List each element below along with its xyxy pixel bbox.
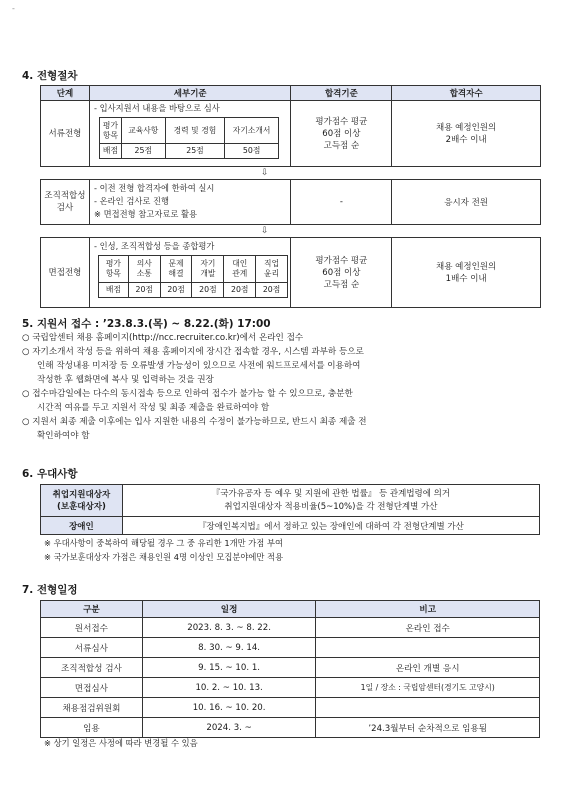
count-fit: 응시자 전원 [392,180,541,225]
doc-score-table [99,117,279,159]
section-4-title: 4. 전형절차 [22,70,78,82]
schedule-header-date: 일정 [142,601,316,618]
schedule-cell: 온라인 개별 응시 [316,658,540,678]
pref-veterans-label: 취업지원대상자 (보훈대상자) [41,485,123,517]
schedule-cell: 9. 15. ~ 10. 1. [142,658,316,678]
application-notes [22,331,367,443]
doc-score-essay: 50점 [225,144,279,159]
header-pass-criteria: 합격기준 [291,86,392,101]
schedule-cell: 10. 16. ~ 10. 20. [142,698,316,718]
interview-score-2: 20점 [160,283,192,298]
interview-criteria-line: - 인성, 조직적합성 등을 종합평가 [94,241,215,251]
header-stage: 단계 [41,86,90,101]
pref-note-2: ※ 국가보훈대상자 가점은 채용인원 4명 이상인 모집분야에만 적용 [44,552,284,562]
bullet-icon: ○ [22,417,30,427]
schedule-header-remarks: 비고 [316,601,540,618]
section-6-title: 6. 우대사항 [22,468,78,480]
schedule-cell: 면접심사 [41,678,143,698]
note-2a: 자기소개서 작성 등을 위하여 채용 홈페이지에 장시간 접속할 경우, 시스템 과부하 등으로 [32,347,364,357]
doc-score-label: 배점 [100,144,122,159]
note-3a: 접수마감일에는 다수의 동시접속 등으로 인하여 접수가 불가능 할 수 있으므로, 충분한 [32,389,353,399]
stage-interview: 면접전형 [41,238,90,308]
header-pass-count: 합격자수 [392,86,541,101]
schedule-header-type: 구분 [41,601,143,618]
interview-score-table [98,255,288,298]
table-row [41,718,540,738]
pass-fit: - [291,180,392,225]
table-row [41,678,540,698]
schedule-cell [316,638,540,658]
interview-score-3: 20점 [192,283,224,298]
pref-note-1: ※ 우대사항이 중복하여 해당될 경우 그 중 유리한 1개만 가점 부여 [44,538,283,548]
note-1: 국립암센터 채용 홈페이지(http://ncc.recruiter.co.kr)에서 온라인 접수 [32,333,304,343]
count-document: 채용 예정인원의 2배수 이내 [392,101,541,167]
doc-score-career: 25점 [165,144,225,159]
note-2c: 작성한 후 웹화면에 복사 및 입력하는 것을 권장 [37,375,214,385]
bullet-icon: ○ [22,389,30,399]
bullet-icon: ○ [22,347,30,357]
schedule-cell: 채용점검위원회 [41,698,143,718]
schedule-cell: 10. 2. ~ 10. 13. [142,678,316,698]
interview-item-label: 평가 항목 [99,256,129,283]
preference-notes [44,536,283,564]
interview-score-5: 20점 [256,283,288,298]
section-5-title: 5. 지원서 접수 : ’23.8.3.(목) ~ 8.22.(화) 17:00 [22,318,271,330]
bullet-icon: ○ [22,333,30,343]
interview-item-ethics: 직업 윤리 [256,256,288,283]
table-row [41,698,540,718]
table-row [41,638,540,658]
pref-veterans-line-2: 취업지원대상자 적용비율(5~10%)을 각 전형단계별 가산 [224,501,438,512]
interview-item-relations: 대인 관계 [224,256,256,283]
doc-item-essay: 자기소개서 [225,118,279,144]
corner-mark: - [12,4,15,13]
fit-criteria-line-2: - 온라인 검사로 진행 [94,196,170,206]
stage-fit-test: 조직적합성 검사 [41,180,90,225]
schedule-note: ※ 상기 일정은 사정에 따라 변경될 수 있음 [44,738,198,748]
pref-disabled-label: 장애인 [41,517,123,535]
section-7-title: 7. 전형일정 [22,584,78,596]
table-row [41,618,540,638]
note-4a: 지원서 최종 제출 이후에는 입사 지원한 내용의 수정이 불가능하므로, 반드시 최종 제출 전 [32,417,367,427]
interview-score-1: 20점 [128,283,160,298]
fit-criteria-line-1: - 이전 전형 합격자에 한하여 실시 [94,183,215,193]
interview-score-label: 배점 [99,283,129,298]
pref-disabled-text: 『장애인복지법』에서 정하고 있는 장애인에 대하여 각 전형단계별 가산 [122,517,539,535]
doc-score-edu: 25점 [121,144,165,159]
schedule-cell: 원서접수 [41,618,143,638]
pass-interview: 평가점수 평균 60점 이상 고득점 순 [291,238,392,308]
doc-criteria-line: - 입사지원서 내용을 바탕으로 심사 [94,103,220,113]
doc-item-label: 평가 항목 [100,118,122,144]
preference-table [40,484,540,535]
schedule-cell: 8. 30. ~ 9. 14. [142,638,316,658]
interview-item-communication: 의사 소통 [128,256,160,283]
fit-criteria-note: ※ 면접전형 참고자료로 활용 [94,209,198,219]
note-3b: 시간적 여유를 두고 지원서 작성 및 최종 제출을 완료하여야 함 [37,403,270,413]
interview-item-self: 자기 개발 [192,256,224,283]
table-row [41,658,540,678]
stage-document: 서류전형 [41,101,90,167]
schedule-cell: 1일 / 장소 : 국립암센터(경기도 고양시) [316,678,540,698]
schedule-cell: 2024. 3. ~ [142,718,316,738]
note-2b: 인해 작성내용 미저장 등 오류발생 가능성이 있으므로 사전에 워드프로세서를 이용하여 [37,361,361,371]
schedule-cell: 임용 [41,718,143,738]
count-interview: 채용 예정인원의 1배수 이내 [392,238,541,308]
schedule-cell: ’24.3월부터 순차적으로 임용됨 [316,718,540,738]
schedule-cell: 2023. 8. 3. ~ 8. 22. [142,618,316,638]
schedule-cell [316,698,540,718]
interview-item-problem: 문제 해결 [160,256,192,283]
down-arrow-icon: ⇩ [261,226,269,236]
doc-item-edu: 교육사항 [121,118,165,144]
pref-veterans-line-1: 『국가유공자 등 예우 및 지원에 관한 법률』 등 관계법령에 의거 [211,488,451,499]
schedule-table [40,600,540,738]
header-criteria: 세부기준 [89,86,291,101]
interview-score-4: 20점 [224,283,256,298]
schedule-cell: 조직적합성 검사 [41,658,143,678]
schedule-cell: 서류심사 [41,638,143,658]
pass-document: 평가점수 평균 60점 이상 고득점 순 [291,101,392,167]
doc-item-career: 경력 및 경험 [165,118,225,144]
down-arrow-icon: ⇩ [261,168,269,178]
note-4b: 확인하여야 함 [37,431,90,441]
schedule-cell: 온라인 접수 [316,618,540,638]
